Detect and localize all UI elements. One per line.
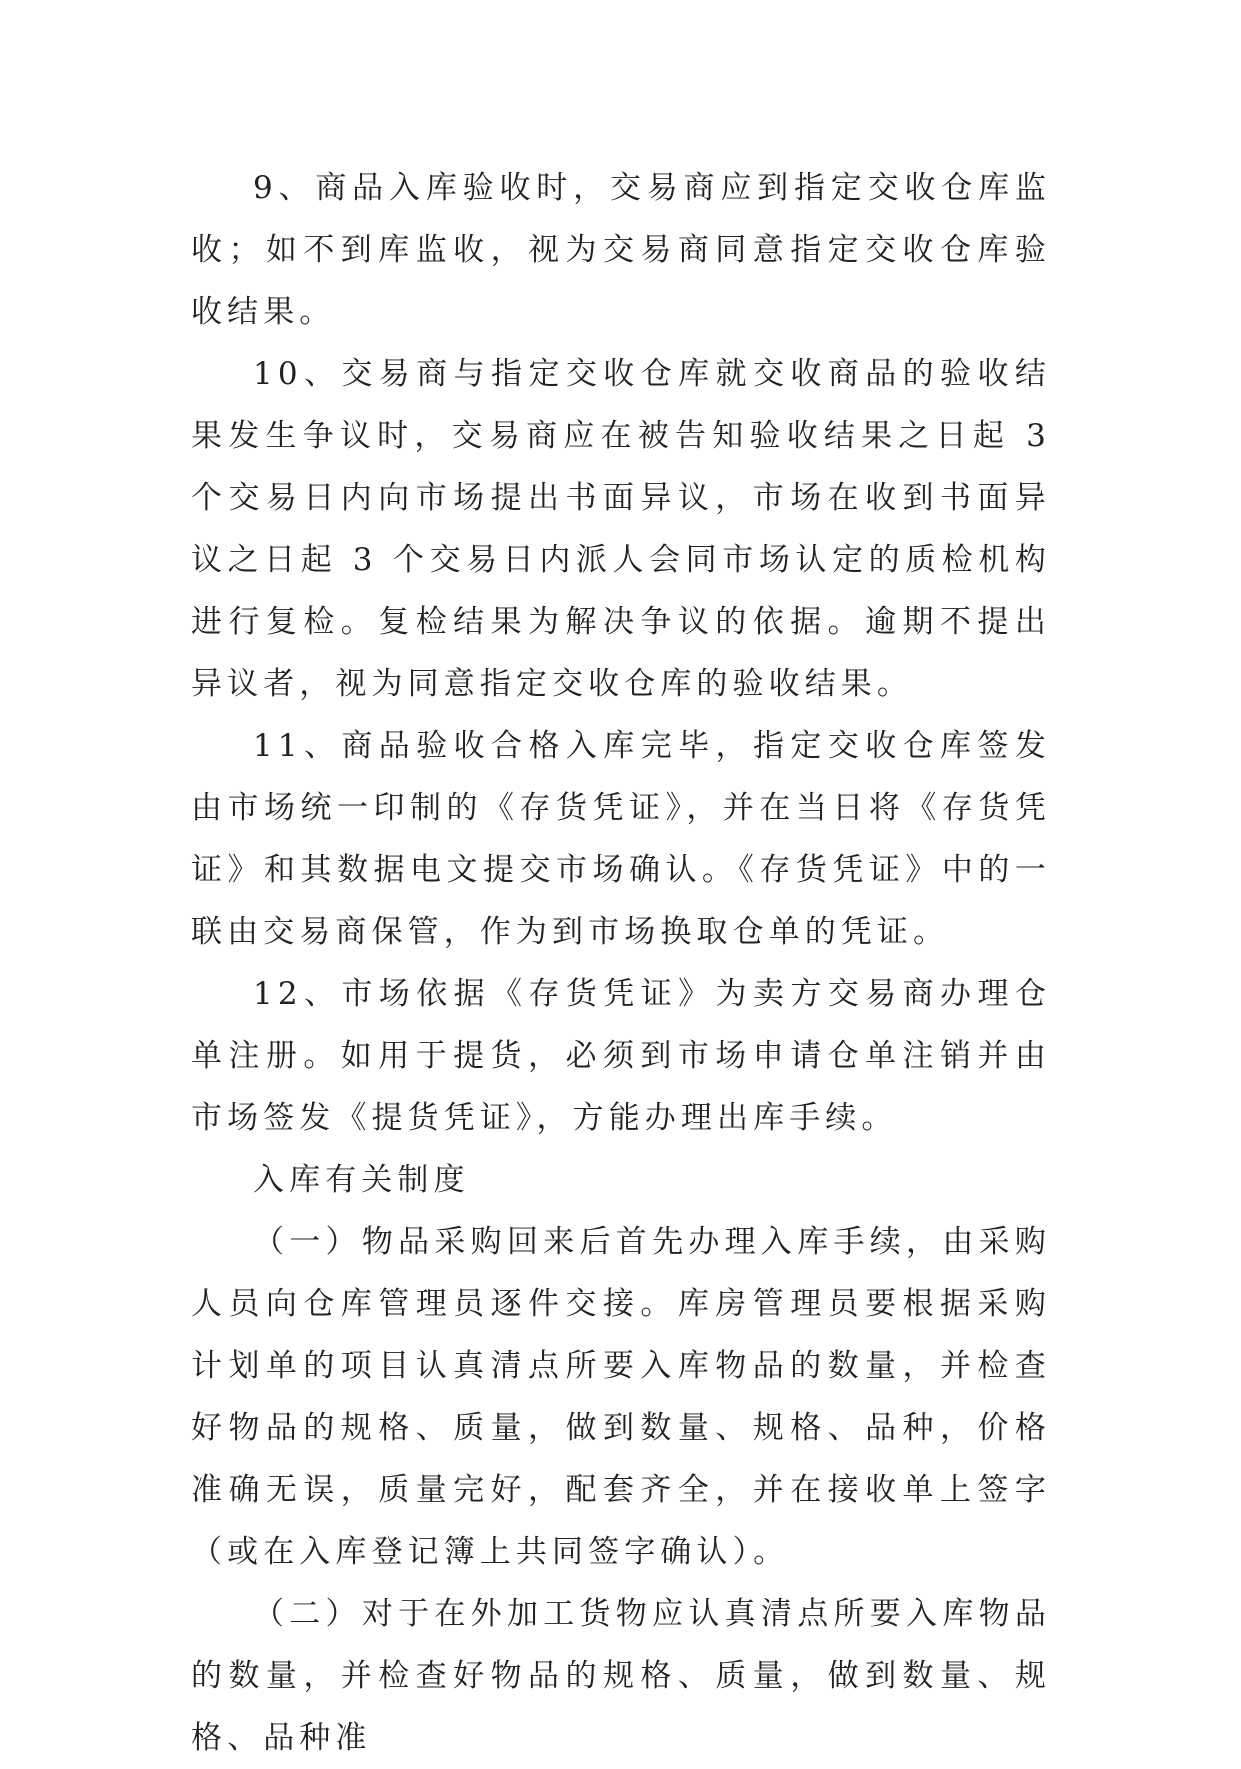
rule-item-2: （二）对于在外加工货物应认真清点所要入库物品的数量，并检查好物品的规格、质量，做到数量、规格、品种准 (191, 1596, 1051, 1756)
paragraph-item-9: 9、商品入库验收时，交易商应到指定交收仓库监收；如不到库监收，视为交易商同意指定交收仓库验收结果。 (191, 170, 1051, 330)
document-body (191, 157, 1051, 1769)
paragraph-item-11: 11、商品验收合格入库完毕，指定交收仓库签发由市场统一印制的《存货凭证》，并在当日将《存货凭证》和其数据电文提交市场确认。《存货凭证》中的一联由交易商保管，作为到市场换取仓单的凭证。 (191, 728, 1051, 950)
rule-item-1: （一）物品采购回来后首先办理入库手续，由采购人员向仓库管理员逐件交接。库房管理员要根据采购计划单的项目认真清点所要入库物品的数量，并检查好物品的规格、质量，做到数量、规格、品种，价格准确无误，质量完好，配套齐全，并在接收单上签字（或在入库登记簿上共同签字确认）。 (191, 1224, 1051, 1570)
section-title: 入库有关制度 (253, 1162, 470, 1198)
paragraph-item-10: 10、交易商与指定交收仓库就交收商品的验收结果发生争议时，交易商应在被告知验收结果之日起 3 个交易日内向市场提出书面异议，市场在收到书面异议之日起 3 个交易日内派人会同市场认定的质检机构进行复检。复检结果为解决争议的依据。逾期不提出异议者，视为同意指定交收仓库的验收结果。 (191, 356, 1051, 702)
paragraph-item-12: 12、市场依据《存货凭证》为卖方交易商办理仓单注册。如用于提货，必须到市场申请仓单注销并由市场签发《提货凭证》，方能办理出库手续。 (191, 976, 1051, 1136)
